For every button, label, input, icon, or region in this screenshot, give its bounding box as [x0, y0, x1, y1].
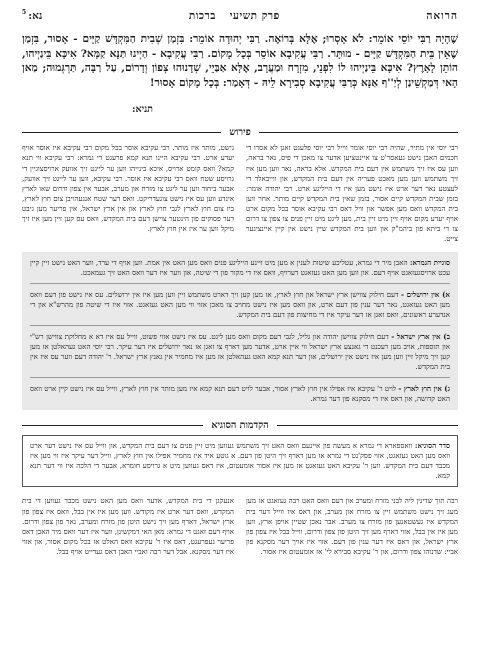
- note-tag: א) אין ירושלים -: [400, 290, 450, 300]
- header-perek: פרק תשיעי: [229, 10, 280, 22]
- peirush-col-right: רבי יוסי אין מתיר, שהיה רבי יוסי אומר ווייל רבי יוסי פלעגט זאגן לא אסרו די חכמים האבן נישט געאסר'ט צו איינטציען אדער צו מאכן די פיס, נאר בראה, ווען עס איז זיך משתמש אין דעם בית המקדש. אלא בראה, נאר ווען מען איז זיך משתמש ווען מען מאכט פעריה אין דעם בית המקדש, און ווייבאלד די לעצטע נאר דער ארט איז נישט מען איז די הייליגע ארט. רבי יהודה אומר: בזמן שבית המקדש קיים אסור, בזמן שאין בית המקדש קיים מותר. אחר ווען בית המקדש וואס מען אפשר און וויל דאס רבי עקיבא אוסר בכל מקום ארט אויף יעדע מקום אויף זיין מיט זיין בית, מען ליגט מיט זיין פנים צו צפון צו דרום צו די ביתא פון ביהמ"ק און ווען בית המקדש שיין נישט אין קיין איינציגער צייט.: [246, 143, 458, 244]
- note-text: האבן מיר די גמרא, עטליכע שיטות לענין א מען מיט זיינע הייליגע פנים וואס מען האט אין אמת. ווען אויף די ערד, ווער האט נישט זיין קיין עכט ארויסגעזאגט אויף דעם. און ווען מען האט געזאגט דערויף, וואס איז די מקור פון די שיטה, און ווער איז דער וואס האט זיך געמאכט.: [30, 258, 450, 278]
- gemara-text: שֶׁהָיָה רַבִּי יוֹסֵי אוֹמֵר: לֹא אָסְרוּ; אֶלָּא בְּרוֹאֶה. רַבִּי יְהוּדָה אוֹמֵר: בִּזְמַן שְׁבִית הַמִּקְדָּשׁ קַיָּים - אָסוּר, בִּזְמַן שֶׁאֵין בֵּית הַמִּקְדָּשׁ קַיָּים - מוּתָּר. רַבִּי עֲקִיבָא אוֹסֵר בְּכָל מָקוֹם. רַבִּי עֲקִיבָא - הַיְינוּ תַּנָּא קַמָּא? אִיכָּא בֵּינַיְיהוּ, הוֹתֵן לָאָרֶץ? אִיכָּא בֵּינַיְיהוּ לוֹ לִפְנֵי, מִזְרָח וּמַעֲרָב, אֶלָּא אַבַּיֵי, שְׁדָנוּהוּ צְפוֹן וְדָרוֹם, עַל רַבָּה, תַּרְגְּמוּה; מַאן הָאי דְּמַקְשֵׁינַן לְיַ''ף אַנָּא כְּרַבִּי עֲקִיבָא סְבִירָא לֵיהּ - דְּאָמַר: בְּכָל מָקוֹם אָסוּר!: [22, 33, 458, 89]
- note-item: [30, 332, 450, 378]
- header-chapter-label: הרואה: [426, 10, 458, 22]
- bottom-col-left: אנעקגן די בית המקדש, אדער וואס מען האט נישט מכבד געווען די בית המקדש, וואס דער ארט איז מקודש. ווען מען איז אין בבל, וואס איז צפון פון ארץ ישראל, דארף מען זיך נישט היטן פון מזרח ומערב, נאר פון צפון ודרום. אויף דעם זאגט די גמרא: מאן האי דמקשינן, ווער איז דער וואס מיר האבן דאס פריער געפרעגט, דאס איז ר' עקיבא וואס האלט אז בכל מקום אסור, און אזוי איז דער מסקנא. אבל דער רבה ואביי האבן דאס געדייט אויף בבל.: [22, 496, 234, 557]
- note-divider: [30, 325, 450, 326]
- bottom-col-right: רבה תוך שדינין ליה לבני מזרח ומערב און דעם וואס האט רבה געזאגט אז מען מעג זיך נישט משתמש זיין צו מזרח און מערב, און דאס איז ווייל דער בית המקדש איז געשטאנען פון מזרח צו מערב. אבר נאכן שטיין אויפן ארץ, ווען מען איז אין בבל, אזוי דארף מען זיך היטן פון צפון ודרום, ווייל בבל איז צפון פון ארץ ישראל, און דאס איז דער ענין פון דעם. אזוי איז אויך דער מסקנא פון אביי: שדנוהו צפון ודרום, און ר' עקיבא סבירא לי' אז אומעטום איז אסור.: [246, 496, 458, 557]
- note-text: לויט ר' עקיבא איז אפילו אין חוץ לארץ אסור, אבער לויט דעם תנא קמא איז מען מותר אין חוץ לארץ, ווייל עס איז נישט קיין ארט וואס האט קדושה, און דאס איז די מסקנא פון דער גמרא.: [30, 384, 450, 404]
- peirush-columns: [22, 143, 458, 244]
- intro-box: [22, 435, 458, 487]
- note-tag: סוגיית הגמרא:: [409, 258, 450, 268]
- note-tag: ג) אין חוץ לארץ -: [398, 384, 450, 394]
- intro-title-bar: [22, 420, 458, 431]
- peirush-col-left: נישט, מותר איז מותר. רבי עקיבא אוסר בכל מקום רבי עקיבא איז אוסר אויף יעדע ארט. רבי עקיבא היינו תנא קמא פרעגט די גמרא: רבי עקיבא ווי תנא קמא? וואס קומט ארויס, איכא בינייהו ווען ער לייגט זיך אוועק ארויסצוגיין די גרויסע שטח וואס רבי עקיבא איז אוסר. רבי עקיבא, ווען ער לייגט זיך אוועק, אבער ביחוד ווען ער ליגט צו מזרח און מערב, אבער אין צפון ודרום שאו לארץ אינדע ווען עס איז נישט צוגעדריקט. וואס דער שטח אנגעהויבן צום חוץ לארץ, ביז צום חוץ לארץ לגבי חוץ לארץ און אין ארץ ישראל, אין פריער מען גיבט דער פסוקים פון הינטער צוישן דעם בית המקדש, וואס עס קען זיין מען איז זיך מיקל ווען ער איז אין חוץ לארץ.: [22, 143, 234, 234]
- note-divider: [30, 283, 450, 284]
- header-masechet: ברכות: [188, 10, 216, 22]
- header-page-number: 5: [22, 9, 27, 16]
- title-rule-left: [22, 425, 203, 426]
- peirush-title: פירוש: [229, 127, 251, 139]
- note-text: דעם חילוק צווישן ארץ ישראל און חוץ לארץ, אז מען קען זיך דארט משתמש זיין ווען מען איז אין ירושלים. עס איז נישט פון דעם וואס מען האט געזאגט, נאר דער ענין פון דעם ארט, און וואס מען איז נישט מחויב צו מאכן אזוי ווי מען האט געזאגט. אזוי איז די שיטה פון מהרש"א און די אנדערע ראשונים, וואס זאגן אז דער עיקר איז די מחיצות פון דעם בית המקדש.: [30, 290, 450, 320]
- note-text: דעם חילוק צווישן יהודה און גליל, לגבי דעם מקום וואס מען ליגט. עס איז נישט אזוי פשוט, ווייל עס איז דא א מחלוקת צווישן רש"י און תוספות, אויב מען רעכנט די גאנצע ארץ ישראל ווי איין ארט, אדער מען דארף צו זאגן אז נאר ירושלים איז דער עיקר. רבי יוסי האט געהאלטן אז מען קען זיך מיקל זיין ווען מען איז נישט אין ירושלים, און דער תנא קמא האט געהאלטן אז מען איז מחמיר אין גאנץ ארץ ישראל. ר' יהודה דעם ווער עס איז אין בית המקדש.: [30, 332, 450, 372]
- header-center: [189, 10, 280, 22]
- talmud-page: [22, 10, 458, 658]
- notes-box: [22, 252, 458, 410]
- intro-tag: סדר הסוגיא:: [414, 441, 450, 451]
- title-rule-left: [22, 132, 221, 133]
- tanya-label: תניא:: [132, 104, 153, 116]
- intro-text: וואספארא די גמרא א מעשה פון איינעם וואס האט זיך משתמש געווען מיט זיין פנים צו דעם בית המקדש, און ווייל עס איז נישט דער ארט וואס מען האט געזאגט, אזוי פסק'נט די גמרא אז מען דארף זיך היטן פון דעם. א גוטע איד איז מחמיר אפילו אין חוץ לארץ, ווייל דער עיקר איז ווי מען איז מכבד דעם בית המקדש. ווען ר' עקיבא האט געזאגט אז מען איז אסור אומעטום, איז דאס געווען מיט א גרויסע חומרא, אבער די הלכה איז ווי דער תנא קמא.: [30, 441, 450, 481]
- header-daf: [22, 10, 42, 22]
- note-item: [30, 384, 450, 404]
- bottom-columns: [22, 496, 458, 557]
- note-tag: ב) אין ארץ ישראל -: [391, 332, 450, 342]
- page-header: [22, 10, 458, 28]
- title-rule-right: [277, 425, 458, 426]
- title-rule-right: [259, 132, 458, 133]
- peirush-title-bar: [22, 127, 458, 138]
- intro-title: הקדמות הסוגיא: [211, 420, 269, 432]
- note-item: [30, 290, 450, 326]
- header-daf-label: נא:: [28, 10, 43, 22]
- note-item: [30, 258, 450, 284]
- note-divider: [30, 377, 450, 378]
